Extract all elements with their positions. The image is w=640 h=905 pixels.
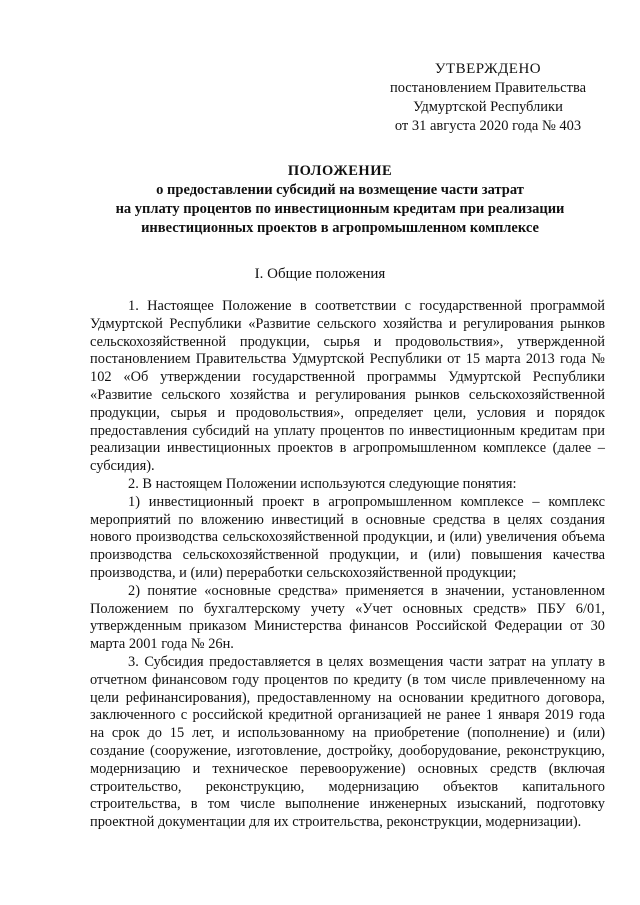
document-body [90,298,605,832]
title-line-1: о предоставлении субсидий на возмещение части затрат [156,182,524,198]
title-main: ПОЛОЖЕНИЕ [287,163,393,179]
paragraph-1: 1. Настоящее Положение в соответствии с государственной программой Удмуртской Республики «Развитие сельского хозяйства и регулирования рынков сельскохозяйственной продукции, сырья и продовольствия», утвержденной постановлением Правительства Удмуртской Республики от 15 марта 2013 года № 102 «Об утверждении государственной программы Удмуртской Республики «Развитие сельского хозяйства и регулирования рынков сельскохозяйственной продукции, сырья и продовольствия», определяет цели, условия и порядок предоставления субсидий на уплату процентов по инвестиционным кредитам при реализации инвестиционных проектов в агропромышленном комплексе (далее – субсидия). [90,298,605,475]
approval-line-2: Удмуртской Республики [413,99,563,115]
paragraph-2: 2. В настоящем Положении используются следующие понятия: [128,475,517,492]
title-line-2: на уплату процентов по инвестиционным кредитам при реализации [115,201,565,217]
paragraph-3: 3. Субсидия предоставляется в целях возмещения части затрат на уплату в отчетном финансовом году процентов по кредиту (в том числе привлеченному на цели рефинансирования), предоставленному на основании кредитного договора, заключенного с российской кредитной организацией не ранее 1 января 2019 года на срок до 15 лет, и использованному на приобретение (пополнение) и (или) создание (сооружение, изготовление, достройку, дооборудование, реконструкцию, модернизацию и техническое перевооружение) основных средств (включая строительство, реконструкцию, модернизацию объектов капитального строительства, в том числе выполнение инженерных изысканий, подготовку проектной документации для их строительства, реконструкции, модернизации). [90,653,605,831]
approval-line-1: постановлением Правительства [389,80,587,96]
approval-line-3: от 31 августа 2020 года № 403 [394,118,582,134]
section-heading: I. Общие положения [254,266,386,282]
approval-stamp: УТВЕРЖДЕНО [434,61,542,77]
paragraph-2-item-1: 1) инвестиционный проект в агропромышленном комплексе – комплекс мероприятий по вложению инвестиций в основные средства в целях создания нового производства сельскохозяйственной продукции, и (или) увеличения объема производства сельскохозяйственной продукции, и (или) повышения качества производства, и (или) переработки сельскохозяйственной продукции; [90,493,605,581]
document-title [95,162,585,238]
paragraph-2-item-2: 2) понятие «основные средства» применяется в значении, установленном Положением по бухгалтерскому учету «Учет основных средств» ПБУ 6/01, утвержденным приказом Министерства финансов Российской Федерации от 30 марта 2001 года № 26н. [90,582,605,653]
title-line-3: инвестиционных проектов в агропромышленном комплексе [141,220,539,236]
approval-block [388,60,588,136]
